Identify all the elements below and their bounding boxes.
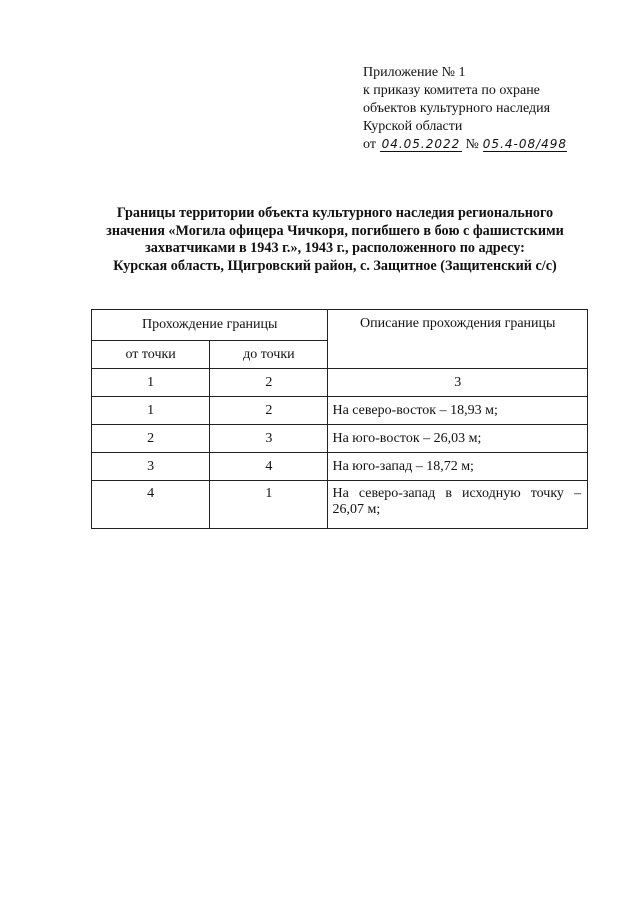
description-cell: На юго-восток – 26,03 м; — [328, 425, 588, 453]
from-point-cell: 2 — [92, 425, 210, 453]
appendix-date-line — [363, 136, 575, 154]
date-prefix: от — [363, 137, 376, 152]
appendix-order-line: к приказу комитета по охране — [363, 83, 540, 98]
title-line-3: захватчиками в 1943 г.», 1943 г., расположенного по адресу: — [145, 240, 525, 257]
table-row — [92, 481, 588, 529]
number-prefix: № — [465, 137, 479, 152]
header-to-point: до точки — [210, 341, 328, 369]
title-line-2: значения «Могила офицера Чичкоря, погибшего в бою с фашистскими — [106, 222, 564, 239]
title-line-1: Границы территории объекта культурного наследия регионального — [116, 205, 554, 221]
description-cell: На северо-восток – 18,93 м; — [328, 397, 588, 425]
appendix-region-line: Курской области — [363, 119, 463, 134]
index-cell-3: 3 — [328, 369, 588, 397]
from-point-cell: 1 — [92, 397, 210, 425]
handwritten-date: 04.05.2022 — [381, 137, 461, 151]
to-point-cell: 1 — [210, 481, 328, 529]
index-cell-2: 2 — [210, 369, 328, 397]
appendix-title: Приложение № 1 — [363, 65, 466, 80]
title-line-4: Курская область, Щигровский район, с. Защитное (Защитенский с/с) — [113, 257, 557, 274]
document-title — [70, 205, 600, 275]
from-point-cell: 3 — [92, 453, 210, 481]
boundary-table — [91, 309, 588, 529]
to-point-cell: 4 — [210, 453, 328, 481]
header-from-point: от точки — [92, 341, 210, 369]
table-row — [92, 453, 588, 481]
table-row — [92, 397, 588, 425]
index-cell-1: 1 — [92, 369, 210, 397]
table-header-row — [92, 310, 588, 341]
to-point-cell: 2 — [210, 397, 328, 425]
handwritten-number — [483, 137, 575, 151]
appendix-block — [363, 64, 575, 154]
handwritten-number-value: 05.4-08/498 — [482, 137, 568, 151]
description-cell: На юго-запад – 18,72 м; — [328, 453, 588, 481]
description-cell: На северо-запад в исходную точку – 26,07 м; — [328, 481, 588, 529]
table-index-row — [92, 369, 588, 397]
table-row — [92, 425, 588, 453]
header-boundary-passage: Прохождение границы — [92, 310, 328, 341]
appendix-committee-line: объектов культурного наследия — [363, 101, 551, 116]
header-description: Описание прохождения границы — [328, 310, 588, 369]
to-point-cell: 3 — [210, 425, 328, 453]
from-point-cell: 4 — [92, 481, 210, 529]
